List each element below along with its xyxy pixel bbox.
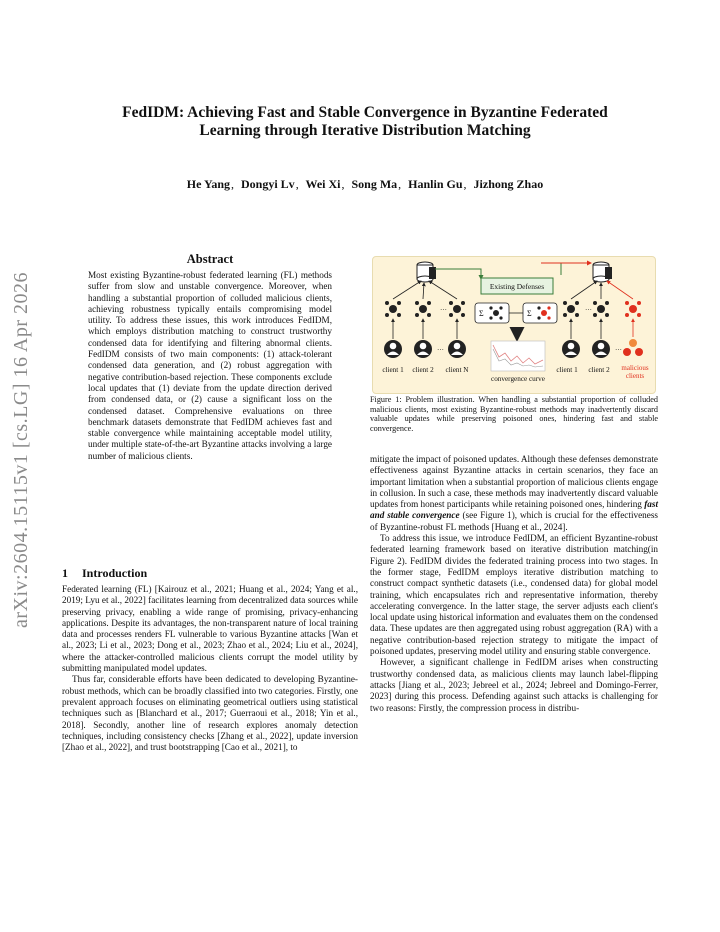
paragraph-text: (see Figure 1), which is crucial for the effectiveness of Byzantine-robust FL methods [Huang et al., 2024]. bbox=[370, 510, 658, 532]
existing-defenses-label: Existing Defenses bbox=[489, 282, 545, 291]
right-column-body bbox=[370, 454, 658, 714]
client-label: client 2 bbox=[412, 366, 434, 374]
client-avatar-icon bbox=[562, 340, 610, 358]
paragraph: Thus far, considerable efforts have been dedicated to developing Byzantine-robust methods, which can be broadly classified into two categories. Firstly, one prevalent approach focuses on eliminating geometrical outliers using statistical techniques such as [Blanchard et al., 2017; Guerraoui et al., 2018; Yin et al., 2018]. Secondly, another line of research explores anomaly detection techniques, including consistency checks [Zhang et al., 2022], update inversion [Zhao et al., 2022], and trust bootstrapping [Cao et al., 2021], to bbox=[62, 674, 358, 753]
author-name: Wei Xi bbox=[305, 177, 341, 191]
client-label: client 1 bbox=[382, 366, 404, 374]
client-avatar-icon bbox=[384, 340, 466, 358]
emphasized-text: fast and stable convergence bbox=[370, 499, 658, 521]
malicious-model-icon bbox=[625, 301, 641, 317]
server-icon bbox=[593, 262, 612, 282]
figure-illustration bbox=[373, 257, 655, 393]
malicious-clients-label: malicious clients bbox=[621, 364, 649, 380]
svg-text:···: ··· bbox=[440, 306, 447, 314]
arxiv-identifier: arXiv:2604.15115v1 [cs.LG] 16 Apr 2026 bbox=[10, 272, 32, 628]
convergence-curve-label: convergence curve bbox=[491, 375, 545, 383]
author-name: Jizhong Zhao bbox=[473, 177, 544, 191]
malicious-clients-icon bbox=[623, 339, 643, 356]
left-column-body bbox=[62, 584, 358, 753]
svg-text:···: ··· bbox=[437, 346, 444, 354]
abstract-heading: Abstract bbox=[186, 252, 234, 266]
server-icon bbox=[417, 262, 436, 282]
paragraph: Federated learning (FL) [Kairouz et al., 2021; Huang et al., 2024; Yang et al., 2019; Lyu et al., 2022] facilitates learning from decentralized data sources while preserving privacy, enabling a wide range of promising, privacy-enhancing applications. Despite its advantages, the non-transparent nature of local training data and processes renders FL vulnerable to various Byzantine attacks [Wan et al., 2023; Li et al., 2023; Dong et al., 2023; Zhao et al., 2024; Liu et al., 2024], where the attacker-controlled malicious clients corrupt the model utility by submitting manipulated model updates. bbox=[62, 584, 358, 674]
author-name: Hanlin Gu bbox=[408, 177, 463, 191]
client-label: client 1 bbox=[556, 366, 578, 374]
author-name: Song Ma bbox=[351, 177, 398, 191]
paragraph: However, a significant challenge in FedIDM arises when constructing trustworthy condensed data, as malicious clients may launch label-flipping attacks [Jiang et al., 2023; Jebreel et al., 2024; Jebreel and Domingo-Ferrer, 2023] during this process. Defending against such attacks is challenging for two reasons: Firstly, the compression process in distribu- bbox=[370, 657, 658, 713]
abstract-body: Most existing Byzantine-robust federated learning (FL) methods suffer from slow and unstable convergence. Moreover, when handling a substantial proportion of colluded malicious clients, achieving robustness typically entails compromising model utility. To address these issues, this work introduces FedIDM, which employs distribution matching to construct trustworthy condensed data for identifying and filtering abnormal clients. FedIDM consists of two main components: (1) attack-tolerant condensed data generation, and (2) robust aggregation with negative contribution-based rejection. These components exclude local updates that (1) deviate from the update direction derived from condensed data, or (2) cause a significant loss on the condensed dataset. Comprehensive evaluations on three benchmark datasets demonstrate that FedIDM achieves fast and stable convergence while maintaining acceptable model utility, under multiple state-of-the-art Byzantine attacks involving a large number of malicious clients. bbox=[88, 270, 332, 461]
figure-caption: Figure 1: Problem illustration. When handling a substantial proportion of colluded malicious clients, most existing Byzantine-robust methods may inadvertently discard valuable updates while preserving poisoned ones, hindering fast and stable convergence. bbox=[370, 395, 658, 433]
sigma-symbol: Σ bbox=[527, 309, 532, 318]
client-label: client N bbox=[445, 366, 469, 374]
author-list: He Yang, Dongyi Lv, Wei Xi, Song Ma, Hanlin Gu, Jizhong Zhao bbox=[186, 177, 544, 191]
svg-text:···: ··· bbox=[585, 306, 592, 314]
model-icon bbox=[385, 301, 465, 317]
author-name: Dongyi Lv bbox=[241, 177, 295, 191]
section-title: Introduction bbox=[82, 566, 148, 580]
paper-title: FedIDM: Achieving Fast and Stable Convergence in Byzantine Federated Learning through Iterative Distribution Matching bbox=[122, 104, 608, 139]
arxiv-sidebar bbox=[4, 190, 44, 710]
paragraph: To address this issue, we introduce FedIDM, an efficient Byzantine-robust federated learning framework based on iterative distribution matching(in Figure 2). FedIDM divides the federated training process into two stages. In the former stage, FedIDM employs iterative distribution matching to construct compact synthetic datasets (i.e., condensed data) for global model training, which encapsulates rich and representative information, thereby accelerating convergence. In the latter stage, the server adjusts each client's local update using historical information and evaluates them on the condensed data. These updates are then aggregated using robust aggregation (RA) with a negative contribution-based rejection strategy to mitigate the impact of poisoned updates, preserving model utility and ensuring stable convergence. bbox=[370, 533, 658, 657]
sigma-symbol: Σ bbox=[479, 309, 484, 318]
paragraph bbox=[370, 454, 658, 533]
author-name: He Yang bbox=[186, 177, 230, 191]
section-heading bbox=[62, 566, 147, 581]
paragraph-text: mitigate the impact of poisoned updates. Although these defenses demonstrate effectiveness against Byzantine attacks in certain scenarios, they face an important limitation when a substantial proportion of malicious clients engage in collusion. In such a case, these methods may inadvertently discard valuable updates from honest participants while retaining poisoned ones, hindering bbox=[370, 454, 658, 510]
svg-text:···: ··· bbox=[615, 346, 622, 354]
section-number: 1 bbox=[62, 566, 68, 580]
client-label: client 2 bbox=[588, 366, 610, 374]
figure-1 bbox=[372, 256, 656, 394]
